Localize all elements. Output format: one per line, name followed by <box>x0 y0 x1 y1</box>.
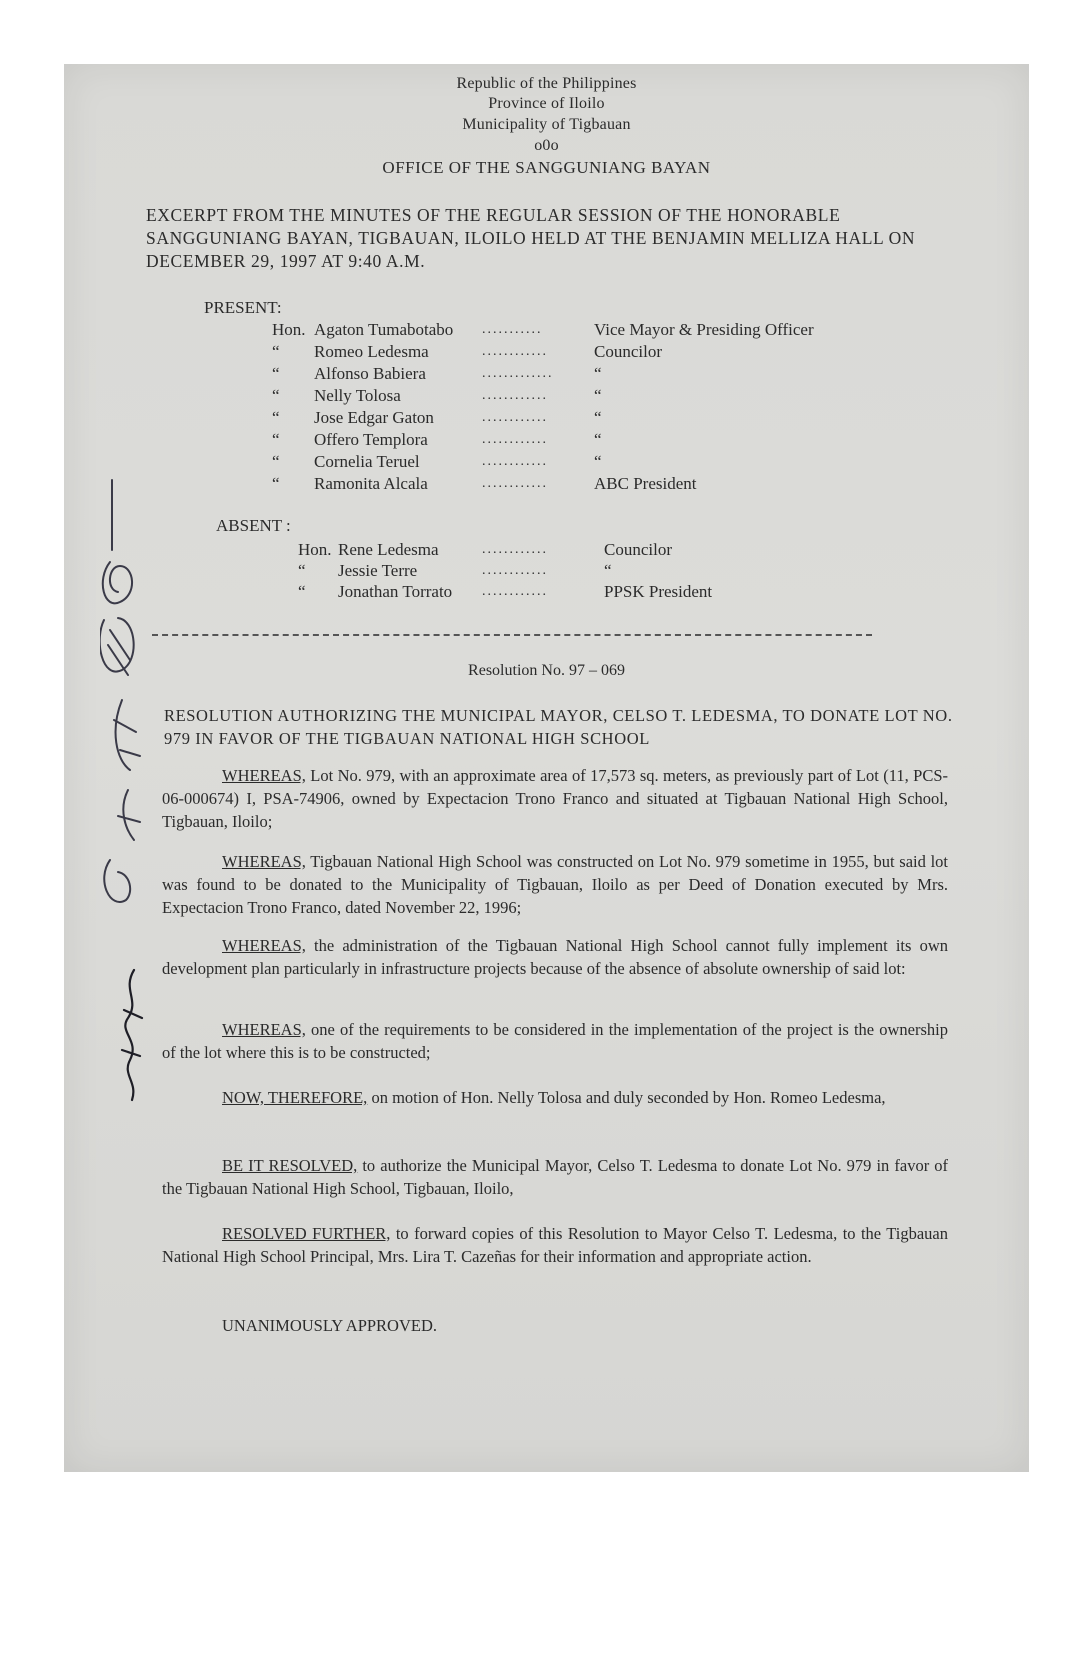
leader-dots: ............ <box>482 563 548 578</box>
member-title: “ <box>594 430 602 449</box>
member-title: “ <box>604 561 612 580</box>
excerpt-heading: EXCERPT FROM THE MINUTES OF THE REGULAR SESSION OF THE HONORABLE SANGGUNIANG BAYAN, TIGBAUAN, ILOILO HELD AT THE BENJAMIN MELLIZA HALL ON DECEMBER 29, 1997 AT 9:40 A.M. <box>146 205 916 271</box>
member-title: “ <box>594 364 602 383</box>
paragraph-text: to authorize the Municipal Mayor, Celso T. Ledesma to donate Lot No. 979 in favor of the Tigbauan National High School, Tigbauan, Iloilo, <box>162 1156 948 1198</box>
paragraph-lead: RESOLVED FURTHER, <box>222 1224 391 1243</box>
document-page <box>64 64 1029 1472</box>
member-prefix: Hon. <box>298 540 332 559</box>
paragraph-text: the administration of the Tigbauan National High School cannot fully implement its own development plan particularly in infrastructure projects because of the absence of absolute ownership of said lot: <box>162 936 948 978</box>
member-name: Offero Templora <box>314 430 428 449</box>
resolution-title: RESOLUTION AUTHORIZING THE MUNICIPAL MAYOR, CELSO T. LEDESMA, TO DONATE LOT NO. 979 IN FAVOR OF THE TIGBAUAN NATIONAL HIGH SCHOOL <box>164 706 953 748</box>
member-prefix: “ <box>272 430 280 449</box>
member-name: Jonathan Torrato <box>338 582 453 601</box>
member-title: Vice Mayor & Presiding Officer <box>594 320 814 339</box>
member-title: PPSK President <box>604 582 713 601</box>
member-title: Councilor <box>594 342 662 361</box>
leader-dots: ............ <box>482 388 548 403</box>
office-title: OFFICE OF THE SANGGUNIANG BAYAN <box>382 158 711 177</box>
closing-statement: UNANIMOUSLY APPROVED. <box>222 1316 438 1335</box>
resolution-paragraph <box>162 764 948 833</box>
member-title: Councilor <box>604 540 672 559</box>
leader-dots: ............. <box>482 366 554 381</box>
resolution-paragraph <box>162 1018 948 1064</box>
header-ornament: o0o <box>534 137 559 154</box>
paragraph-text: Lot No. 979, with an approximate area of 17,573 sq. meters, as previously part of Lot (11, PCS-06-000674) I, PSA-74906, owned by Expectacion Trono Franco and situated at Tigbauan National High School, Tigbauan, Iloilo; <box>162 766 948 831</box>
absent-label: ABSENT : <box>216 516 291 535</box>
member-name: Ramonita Alcala <box>314 474 428 493</box>
resolution-paragraph <box>162 1222 948 1268</box>
leader-dots: ............ <box>482 410 548 425</box>
paragraph-lead: WHEREAS, <box>222 1020 306 1039</box>
paragraph-text: to forward copies of this Resolution to Mayor Celso T. Ledesma, to the Tigbauan National High School Principal, Mrs. Lira T. Cazeñas for their information and appropriate action. <box>162 1224 948 1266</box>
member-prefix: “ <box>272 474 280 493</box>
leader-dots: ............ <box>482 542 548 557</box>
header-municipality: Municipality of Tigbauan <box>462 116 631 133</box>
leader-dots: ............ <box>482 344 548 359</box>
leader-dots: ............ <box>482 476 548 491</box>
paragraph-text: one of the requirements to be considered in the implementation of the project is the ownership of the lot where this is to be constructed; <box>162 1020 948 1062</box>
header-republic: Republic of the Philippines <box>456 75 637 92</box>
member-name: Romeo Ledesma <box>314 342 429 361</box>
resolution-paragraph <box>162 1154 948 1200</box>
paragraph-lead: NOW, THEREFORE, <box>222 1088 368 1107</box>
member-prefix: “ <box>272 386 280 405</box>
member-name: Jose Edgar Gaton <box>314 408 434 427</box>
member-title: “ <box>594 386 602 405</box>
member-name: Rene Ledesma <box>338 540 439 559</box>
member-prefix: “ <box>298 561 306 580</box>
present-label: PRESENT: <box>204 298 282 317</box>
header-province: Province of Iloilo <box>488 95 605 112</box>
paragraph-text: Tigbauan National High School was constructed on Lot No. 979 sometime in 1955, but said lot was found to be donated to the Municipality of Tigbauan, Iloilo as per Deed of Donation executed by Mrs. Expectacion Trono Franco, dated November 22, 1996; <box>162 852 948 917</box>
member-name: Cornelia Teruel <box>314 452 420 471</box>
member-name: Jessie Terre <box>338 561 418 580</box>
member-title: ABC President <box>594 474 697 493</box>
member-name: Nelly Tolosa <box>314 386 401 405</box>
leader-dots: ............ <box>482 584 548 599</box>
member-prefix: “ <box>272 364 280 383</box>
member-prefix: Hon. <box>272 320 306 339</box>
member-prefix: “ <box>272 408 280 427</box>
dashed-separator <box>152 634 872 636</box>
paragraph-lead: BE IT RESOLVED, <box>222 1156 358 1175</box>
member-name: Alfonso Babiera <box>314 364 426 383</box>
member-title: “ <box>594 452 602 471</box>
member-prefix: “ <box>272 452 280 471</box>
paragraph-lead: WHEREAS, <box>222 936 306 955</box>
resolution-paragraph <box>162 1086 948 1109</box>
leader-dots: ............ <box>482 454 548 469</box>
paragraph-text: on motion of Hon. Nelly Tolosa and duly seconded by Hon. Romeo Ledesma, <box>367 1088 886 1107</box>
leader-dots: ........... <box>482 322 543 337</box>
member-name: Agaton Tumabotabo <box>314 320 454 339</box>
resolution-paragraph <box>162 850 948 919</box>
member-prefix: “ <box>272 342 280 361</box>
resolution-number: Resolution No. 97 – 069 <box>468 662 625 679</box>
paragraph-lead: WHEREAS, <box>222 766 306 785</box>
handwritten-signature-icon <box>100 470 190 1190</box>
member-prefix: “ <box>298 582 306 601</box>
paragraph-lead: WHEREAS, <box>222 852 306 871</box>
leader-dots: ............ <box>482 432 548 447</box>
member-title: “ <box>594 408 602 427</box>
resolution-paragraph <box>162 934 948 980</box>
